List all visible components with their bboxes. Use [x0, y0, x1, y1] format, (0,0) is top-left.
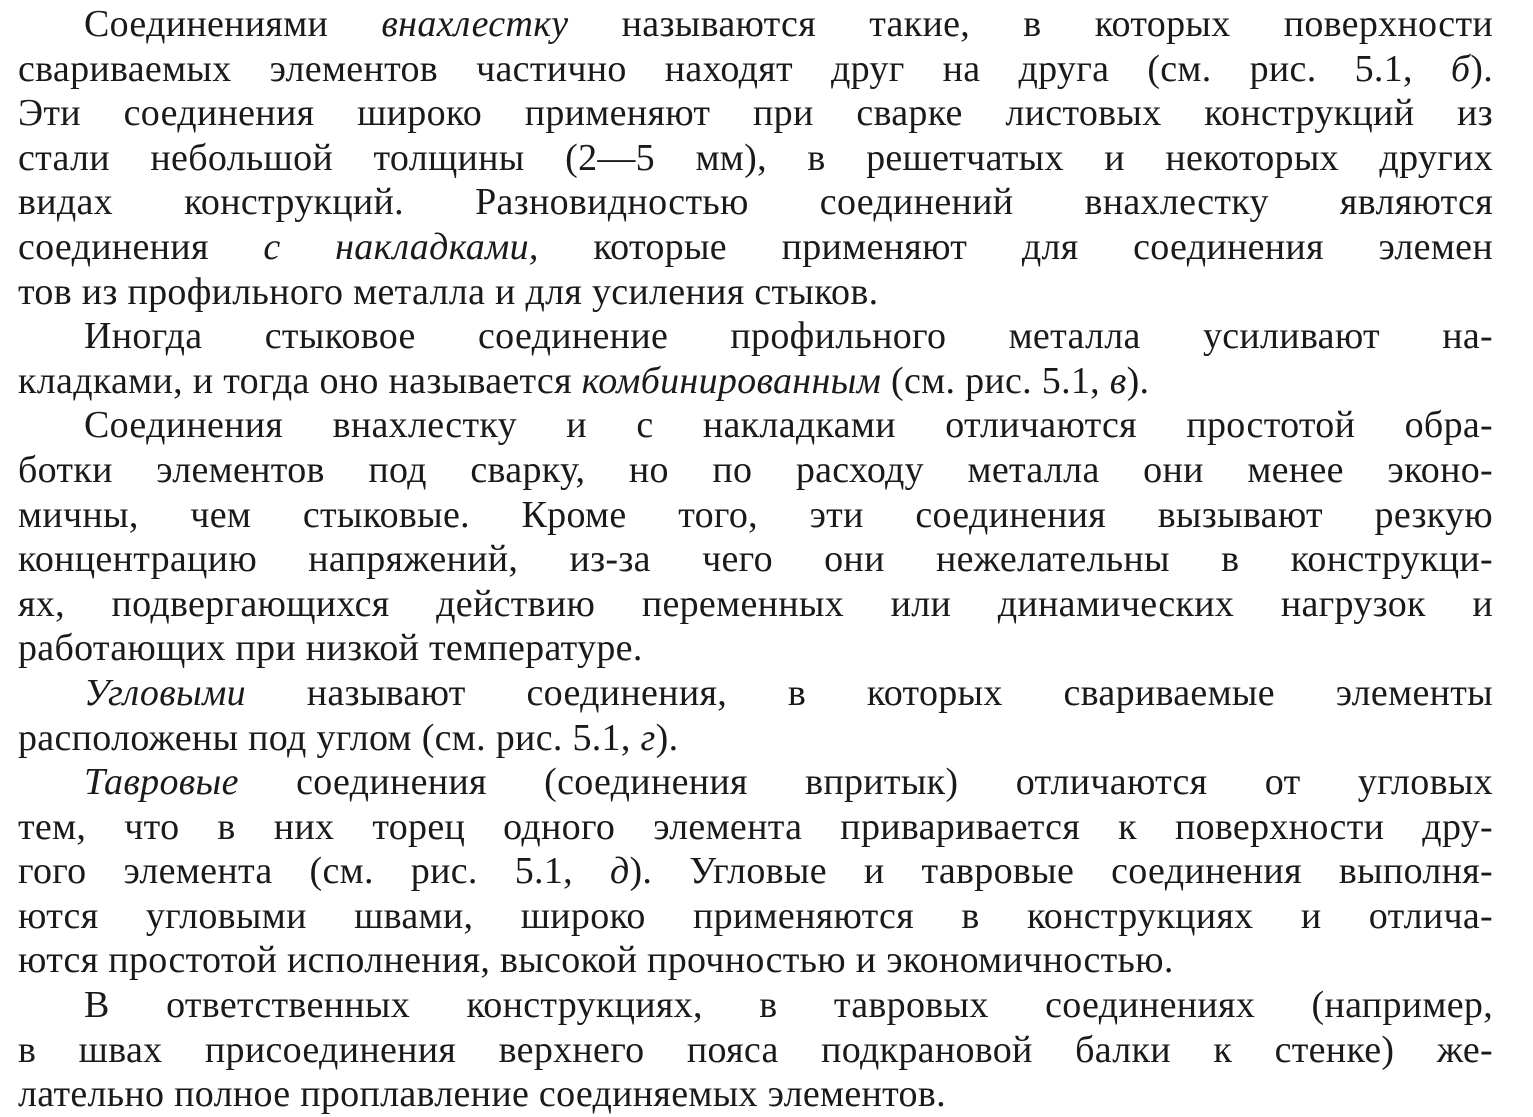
- text-line: В ответственных конструкциях, в тавровых соединениях (например,: [84, 984, 1493, 1027]
- paragraph-critical-structures: [18, 983, 1493, 1117]
- text-line: Угловыми называют соединения, в которых свариваемые элементы: [84, 671, 1493, 714]
- text-line: Соединениями внахлестку называются такие, в которых поверхности: [84, 3, 1494, 45]
- text-line: свариваемых элементов частично находят друг на друга (см. рис. 5.1, б).: [18, 47, 1493, 90]
- text-line: Иногда стыковое соединение профильного металла усиливают на-: [84, 315, 1493, 358]
- text-line: ются угловыми швами, широко применяются в конструкциях и отлича-: [18, 894, 1493, 937]
- paragraph-combined-joints: [18, 314, 1493, 403]
- paragraph-lap-joints: [18, 2, 1493, 314]
- text-line: концентрацию напряжений, из-за чего они нежелательны в конструкци-: [18, 538, 1493, 581]
- text-line: гого элемента (см. рис. 5.1, д). Угловые и тавровые соединения выполня-: [18, 850, 1493, 893]
- text-line: стали небольшой толщины (2—5 мм), в решетчатых и некоторых других: [18, 136, 1493, 179]
- text-line: видах конструкций. Разновидностью соединений внахлестку являются: [18, 181, 1493, 224]
- text-line: мичны, чем стыковые. Кроме того, эти соединения вызывают резкую: [18, 493, 1493, 536]
- text-line: ботки элементов под сварку, но по расходу металла они менее эконо-: [18, 448, 1493, 491]
- text-line: тем, что в них торец одного элемента приваривается к поверхности дру-: [18, 805, 1493, 848]
- text-line: в швах присоединения верхнего пояса подкрановой балки к стенке) же-: [18, 1028, 1493, 1071]
- paragraph-tee-joints: [18, 760, 1493, 983]
- paragraph-lap-overlay-comparison: [18, 403, 1493, 671]
- text-line: расположены под углом (см. рис. 5.1, г).: [18, 716, 679, 759]
- paragraph-corner-joints: [18, 671, 1493, 760]
- text-line: кладками, и тогда оно называется комбинированным (см. рис. 5.1, в).: [18, 359, 1150, 402]
- text-line: соединения с накладками, которые применяют для соединения элемен: [18, 225, 1493, 268]
- text-line: ются простотой исполнения, высокой прочностью и экономичностью.: [18, 939, 1174, 982]
- text-line: Эти соединения широко применяют при сварке листовых конструкций из: [18, 92, 1493, 135]
- document-page: [18, 2, 1493, 1117]
- text-line: Соединения внахлестку и с накладками отличаются простотой обра-: [84, 404, 1493, 447]
- text-line: ях, подвергающихся действию переменных или динамических нагрузок и: [18, 582, 1493, 625]
- text-line: Тавровые соединения (соединения впритык) отличаются от угловых: [84, 761, 1493, 804]
- text-line: тов из профильного металла и для усиления стыков.: [18, 270, 879, 313]
- text-line: работающих при низкой температуре.: [18, 627, 643, 670]
- text-line: лательно полное проплавление соединяемых элементов.: [18, 1073, 946, 1116]
